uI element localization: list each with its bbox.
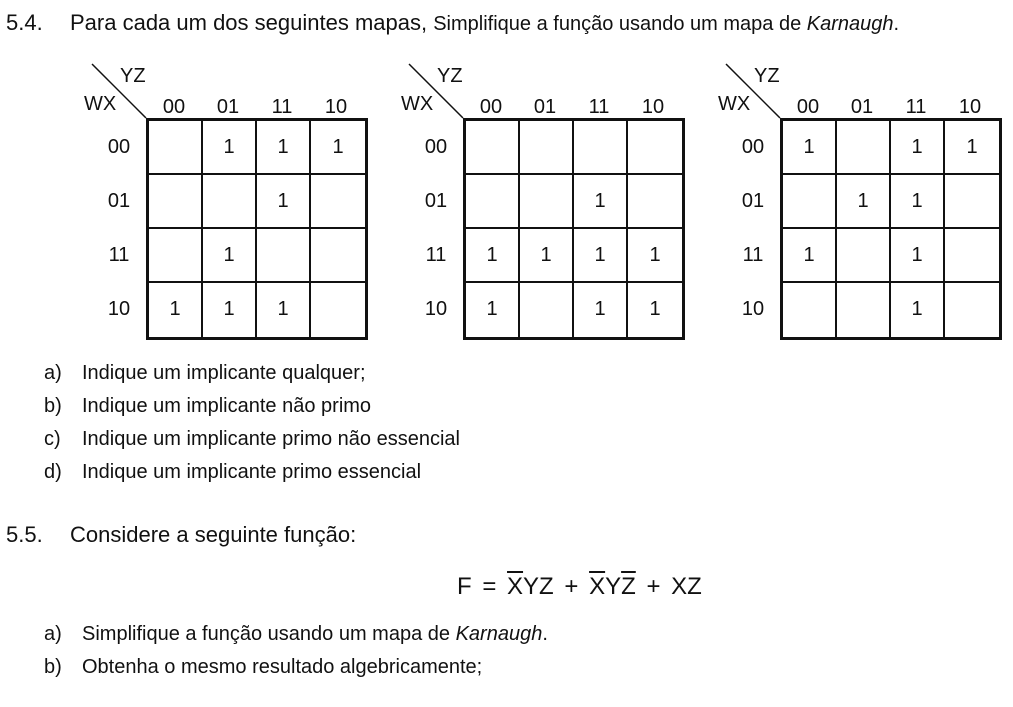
yz-label: YZ [437, 65, 463, 87]
yz-label: YZ [120, 65, 146, 87]
item-text-period: . [542, 623, 548, 645]
kmap-cell: 1 [257, 175, 311, 229]
row-label: 01 [741, 190, 765, 212]
question-number: 5.4. [6, 10, 43, 35]
column-label: 00 [796, 96, 820, 118]
column-label: 01 [533, 96, 557, 118]
kmap-cell: 1 [311, 121, 365, 175]
kmap-cell [203, 175, 257, 229]
question-text [70, 10, 899, 36]
kmap-cell: 1 [783, 229, 837, 283]
question-text-part2a: Simplifique a função usando um mapa de [433, 13, 807, 35]
kmap-cell: 1 [203, 121, 257, 175]
kmap-cell [311, 283, 365, 337]
item-letter: b) [44, 395, 62, 417]
formula-term2-negated: $\overline{X}$ [589, 573, 606, 600]
question-5-5-heading [0, 522, 1013, 552]
kmap-grid [780, 118, 1002, 340]
row-label: 10 [107, 298, 131, 320]
row-label: 00 [107, 136, 131, 158]
kmap-1 [86, 62, 396, 342]
kmap-cell [837, 283, 891, 337]
item-letter: a) [44, 623, 62, 645]
kmap-cell [311, 229, 365, 283]
column-label: 10 [324, 96, 348, 118]
kmap-cell [628, 175, 682, 229]
formula-lhs: F [457, 573, 472, 600]
row-label: 10 [424, 298, 448, 320]
kmap-cell [945, 283, 999, 337]
formula-term3: XZ [671, 573, 702, 600]
formula-plus: + [564, 573, 579, 600]
kmap-cell: 1 [891, 283, 945, 337]
row-label: 00 [741, 136, 765, 158]
kmap-grid [463, 118, 685, 340]
item-letter: d) [44, 461, 62, 483]
kmap-cell: 1 [257, 283, 311, 337]
kmap-cell [783, 175, 837, 229]
kmap-cell: 1 [203, 283, 257, 337]
column-label: 01 [216, 96, 240, 118]
row-label: 11 [742, 244, 764, 266]
kmap-cell: 1 [574, 283, 628, 337]
kmap-cell: 1 [149, 283, 203, 337]
wx-label: WX [718, 93, 751, 115]
question-5-4-heading [0, 10, 1013, 40]
item-text: Indique um implicante qualquer; [82, 362, 366, 384]
formula-plus: + [646, 573, 661, 600]
column-label: 00 [162, 96, 186, 118]
formula-term1-rest: YZ [523, 573, 554, 600]
kmap-cell [520, 121, 574, 175]
kmap-cell [257, 229, 311, 283]
kmap-cell: 1 [574, 175, 628, 229]
wx-label: WX [401, 93, 434, 115]
kmap-cell: 1 [891, 175, 945, 229]
column-label: 01 [850, 96, 874, 118]
question-text: Considere a seguinte função: [70, 522, 357, 547]
kmap-cell: 1 [891, 121, 945, 175]
item-text: Indique um implicante primo essencial [82, 461, 422, 483]
kmap-cell [149, 121, 203, 175]
row-label: 10 [741, 298, 765, 320]
formula-term2-mid: Y [605, 573, 622, 600]
column-label: 11 [905, 96, 927, 118]
kmap-cell: 1 [466, 229, 520, 283]
kmap-cell: 1 [945, 121, 999, 175]
column-label: 10 [641, 96, 665, 118]
column-label: 00 [479, 96, 503, 118]
wx-label: WX [84, 93, 117, 115]
item-text-part: Simplifique a função usando um mapa de [82, 623, 456, 645]
kmap-cell [466, 121, 520, 175]
karnaugh-word: Karnaugh [806, 13, 894, 35]
row-label: 01 [424, 190, 448, 212]
column-label: 10 [958, 96, 982, 118]
kmap-cell: 1 [257, 121, 311, 175]
kmap-cell [628, 121, 682, 175]
formula-equals: = [482, 573, 497, 600]
kmap-cell: 1 [466, 283, 520, 337]
item-text: Indique um implicante não primo [82, 395, 372, 417]
kmap-cell [783, 283, 837, 337]
question-text-part1: Para cada um dos seguintes mapas, [70, 10, 428, 35]
kmap-3 [720, 62, 1013, 342]
kmap-cell [149, 175, 203, 229]
karnaugh-word: Karnaugh [455, 623, 543, 645]
kmap-cell: 1 [891, 229, 945, 283]
yz-label: YZ [754, 65, 780, 87]
kmap-cell: 1 [520, 229, 574, 283]
item-letter: a) [44, 362, 62, 384]
kmap-cell [945, 175, 999, 229]
item-text [82, 623, 548, 646]
item-letter: c) [44, 428, 61, 450]
question-text-part2 [433, 13, 899, 35]
kmap-cell [837, 121, 891, 175]
item-text: Obtenha o mesmo resultado algebricamente; [82, 656, 483, 678]
column-label: 11 [271, 96, 293, 118]
formula-term2-negated2: $\overline{Z}$ [621, 573, 636, 600]
kmap-cell [520, 283, 574, 337]
kmap-cell: 1 [783, 121, 837, 175]
row-label: 11 [425, 244, 447, 266]
item-letter: b) [44, 656, 62, 678]
question-text-period: . [893, 13, 900, 35]
kmap-2 [403, 62, 713, 342]
kmap-cell [466, 175, 520, 229]
question-number: 5.5. [6, 522, 43, 547]
kmap-cell [574, 121, 628, 175]
column-label: 11 [588, 96, 610, 118]
row-label: 11 [108, 244, 130, 266]
kmap-cell [149, 229, 203, 283]
formula-term1-negated: $\overline{X}$ [507, 573, 524, 600]
kmap-cell: 1 [574, 229, 628, 283]
kmap-cell: 1 [203, 229, 257, 283]
kmap-grid [146, 118, 368, 340]
row-label: 01 [107, 190, 131, 212]
row-label: 00 [424, 136, 448, 158]
kmap-cell [311, 175, 365, 229]
kmap-cell: 1 [837, 175, 891, 229]
kmap-cell [945, 229, 999, 283]
kmap-cell [520, 175, 574, 229]
kmap-cell [837, 229, 891, 283]
item-text: Indique um implicante primo não essencial [82, 428, 460, 450]
kmap-cell: 1 [628, 229, 682, 283]
boolean-formula [457, 573, 702, 601]
kmap-cell: 1 [649, 298, 661, 320]
